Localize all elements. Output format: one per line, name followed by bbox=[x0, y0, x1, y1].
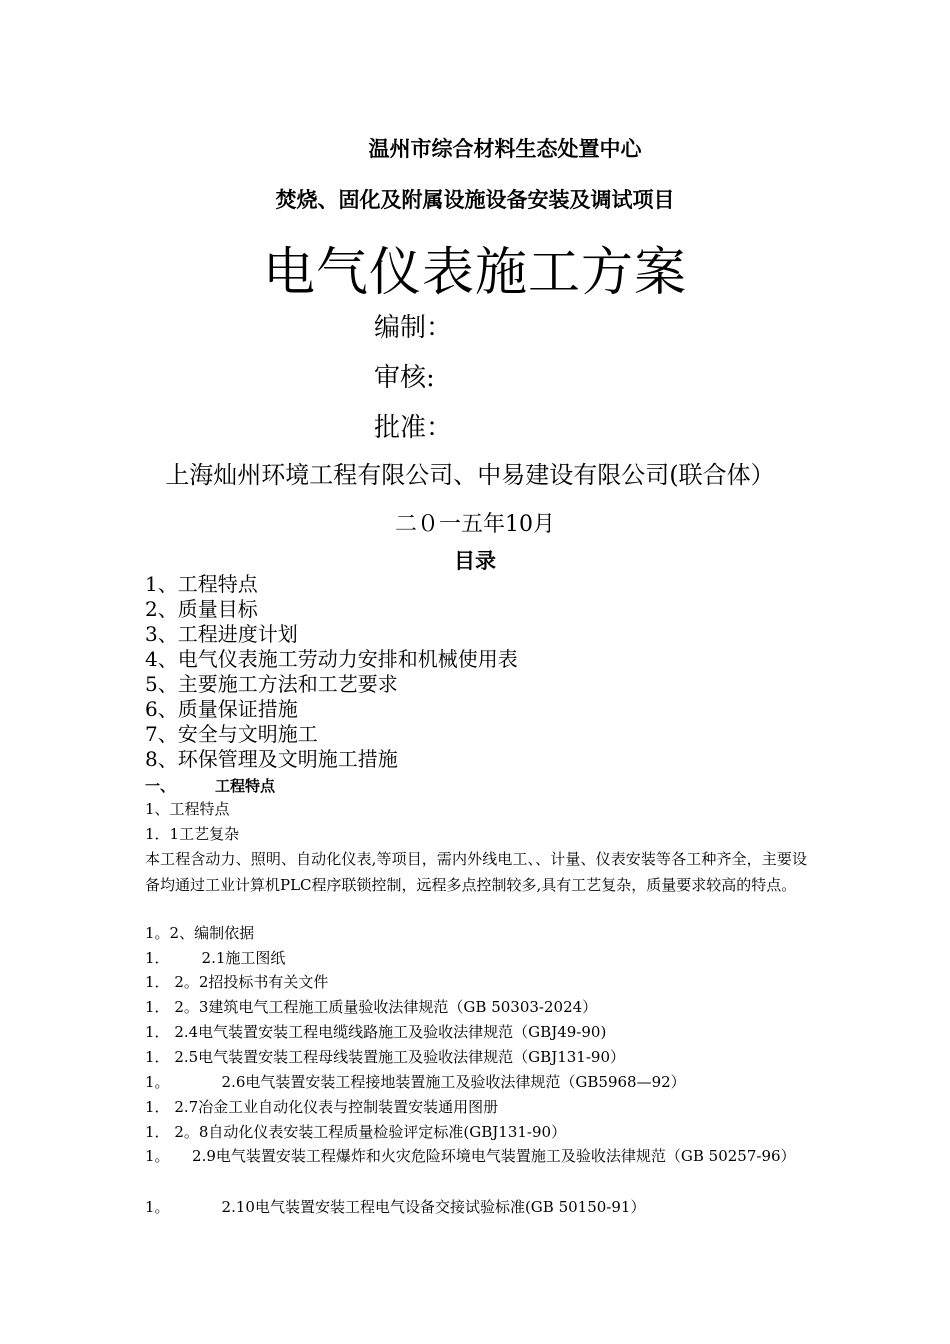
toc-item: 8、环保管理及文明施工措施 bbox=[145, 747, 398, 771]
subsection-title: 1。2、编制依据 bbox=[145, 924, 255, 942]
toc-item: 2、质量目标 bbox=[145, 597, 258, 621]
reference-number: 1． bbox=[145, 1123, 170, 1141]
company-name: 上海灿州环境工程有限公司、中易建设有限公司(联合体） bbox=[165, 461, 775, 489]
reference-number: 1． bbox=[145, 949, 170, 967]
reference-item bbox=[145, 970, 328, 994]
reference-text: 2。2招投标书有关文件 bbox=[174, 973, 329, 991]
reference-item bbox=[145, 1045, 625, 1069]
approved-by-label: 批准： bbox=[374, 413, 453, 443]
reference-text: 2。8自动化仪表安装工程质量检验评定标准(GBJ131-90） bbox=[174, 1123, 567, 1141]
reference-number: 1． bbox=[145, 998, 170, 1016]
reference-text: 2。3建筑电气工程施工质量验收法律规范（GB 50303-2024） bbox=[174, 998, 598, 1016]
reference-item bbox=[145, 946, 285, 970]
reference-text: 2.10电气装置安装工程电气设备交接试验标准(GB 50150-91） bbox=[221, 1198, 646, 1216]
reference-number: 1． bbox=[145, 973, 170, 991]
reference-item bbox=[145, 995, 597, 1019]
reference-text: 2.1施工图纸 bbox=[201, 949, 286, 967]
reviewed-by-label: 审核: bbox=[374, 363, 435, 393]
project-name-line2: 焚烧、固化及附属设施设备安装及调试项目 bbox=[275, 187, 675, 212]
reference-number: 1． bbox=[145, 1098, 170, 1116]
document-date: 二０一五年10月 bbox=[395, 512, 555, 537]
subsection-title: 1．1工艺复杂 bbox=[145, 825, 240, 843]
reference-text: 2.6电气装置安装工程接地装置施工及验收法律规范（GB5968—92） bbox=[221, 1073, 686, 1091]
body-paragraph: 本工程含动力、照明、自动化仪表,等项目，需内外线电工、、计量、仪表安装等各工种齐全，主要设备均通过工业计算机PLC程序联锁控制，远程多点控制较多,具有工艺复杂，质量要求较高的特点。 bbox=[145, 850, 807, 894]
toc-item: 1、工程特点 bbox=[145, 572, 258, 596]
toc-item: 4、电气仪表施工劳动力安排和机械使用表 bbox=[145, 647, 518, 671]
reference-number: 1． bbox=[145, 1023, 170, 1041]
toc-item: 6、质量保证措施 bbox=[145, 697, 298, 721]
subsection-title: 1、工程特点 bbox=[145, 800, 230, 818]
toc-item: 7、安全与文明施工 bbox=[145, 722, 318, 746]
reference-number: 1。 bbox=[145, 1073, 170, 1091]
toc-title: 目录 bbox=[454, 548, 496, 573]
reference-number: 1。 bbox=[145, 1198, 170, 1216]
toc-item: 5、主要施工方法和工艺要求 bbox=[145, 672, 398, 696]
project-name-line1: 温州市综合材料生态处置中心 bbox=[368, 136, 642, 161]
section-heading-number: 一、 bbox=[145, 777, 176, 795]
reference-item bbox=[145, 1095, 498, 1119]
toc-item: 3、工程进度计划 bbox=[145, 622, 298, 646]
reference-text: 2.5电气装置安装工程母线装置施工及验收法律规范（GBJ131-90） bbox=[174, 1048, 625, 1066]
reference-number: 1． bbox=[145, 1048, 170, 1066]
section-heading-text: 工程特点 bbox=[215, 777, 276, 795]
reference-item-wrapped: 1。 2.9电气装置安装工程爆炸和火灾危险环境电气装置施工及验收法律规范（GB 50257-96） bbox=[145, 1147, 796, 1165]
document-title: 电气仪表施工方案 bbox=[262, 243, 687, 303]
reference-item bbox=[145, 1195, 645, 1219]
reference-text: 2.4电气装置安装工程电缆线路施工及验收法律规范（GBJ49-90) bbox=[174, 1023, 607, 1041]
section-heading bbox=[145, 775, 275, 796]
reference-item bbox=[145, 1120, 566, 1144]
reference-item bbox=[145, 1020, 606, 1044]
compiled-by-label: 编制： bbox=[374, 313, 453, 343]
reference-item bbox=[145, 1070, 686, 1094]
reference-text: 2.7冶金工业自动化仪表与控制装置安装通用图册 bbox=[174, 1098, 499, 1116]
